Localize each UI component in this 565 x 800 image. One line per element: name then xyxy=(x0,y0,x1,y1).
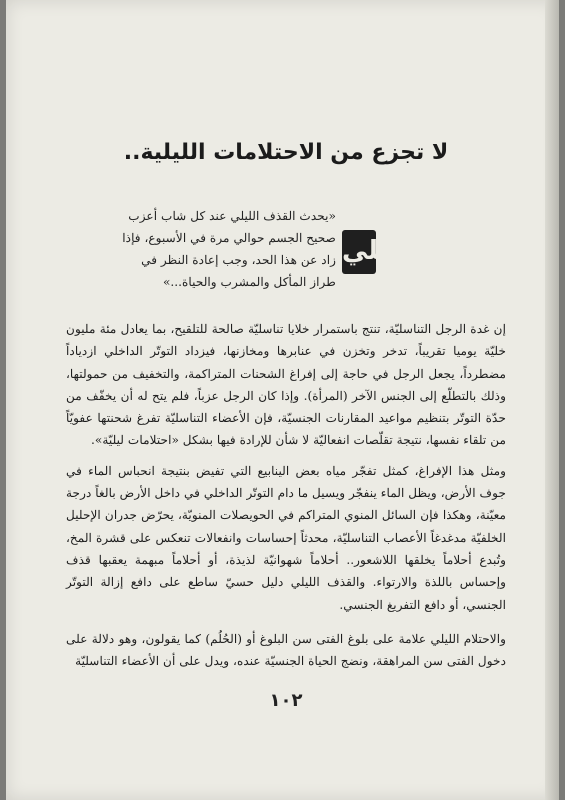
book-page xyxy=(6,0,559,800)
epigraph-quote: «يحدث القذف الليلي عند كل شاب أعزب صحيح الجسم حوالي مرة في الأسبوع، فإذا زاد عن هذا الحد، وجب إعادة النظر في طراز المأكل والمشرب والحياة...» xyxy=(122,209,336,289)
emblem-glyph: علي xyxy=(342,236,397,266)
page-edge xyxy=(545,0,559,800)
paragraph-1: إن غدة الرجل التناسليّة، تنتج باستمرار خلايا تناسليّة صالحة للتلقيح، بما يعادل مئة مليون خليّة يوميا تقريباً، تدخر وتخزن في عنابرها ومخازنها، فيزداد التوتّر الداخلي ازدياداً مضطرداً، يجعل الرجل في حاجة إلى إفراغ الشحنات المتراكمة، والتخفيف من حمولتها، وذلك بالتطلّع إلى الجنس الآخر (المرأة). وإذا كان الرجل عزباً، فلم يتح له أن يخفّف من حدّة التوتّر بتنظيم مواعيد المقارنات الجنسيّة، فإن الأعضاء التناسليّة تفرغ شحنتها عفويّاً من تلقاء نفسها، نتيجة تقلّصات انفعاليّة لا شأن للإرادة فيها بشكل «احتلامات ليليّة». xyxy=(66,322,506,448)
body-text xyxy=(66,318,506,680)
chapter-title: لا تجزع من الاحتلامات الليلية.. xyxy=(123,140,449,165)
page-number: ١٠٢ xyxy=(269,690,303,711)
chapter-emblem-icon xyxy=(342,230,397,274)
paragraph-2: ومثل هذا الإفراغ، كمثل تفجّر مياه بعض الينابيع التي تفيض بنتيجة انحباس الماء في جوف الأرض، ويظل الماء ينفجّر ويسيل ما دام التوتّر الداخلي في داخل الأرض بالغاً درجة معيّنة، وهكذا فإن السائل المنوي المتراكم في الحويصلات المنويّة، يحرّض جدران الإحليل الخلفيّة مدغدغاً الأعصاب التناسليّة، محدثاً إحساسات وانفعالات تنعكس على قشرة المخ، وتُبدع أحلاماً يخلقها اللاشعور.. أحلاماً شهوانيّة لذيذة، أو أحلاماً مبهمة يعقبها قذف وإحساس باللذة والارتواء. والقذف الليلي دليل حسيّ ساطع على دافع إزالة التوتّر الجنسي، أو دافع التفريغ الجنسي. xyxy=(66,463,506,612)
paragraph-3: والاحتلام الليلي علامة على بلوغ الفتى سن البلوغ أو (الحُلُم) كما يقولون، وهو دلالة على دخول الفتى سن المراهقة، ونضج الحياة الجنسيّة عنده، ويدل على أن الأعضاء التناسليّة xyxy=(66,631,506,669)
